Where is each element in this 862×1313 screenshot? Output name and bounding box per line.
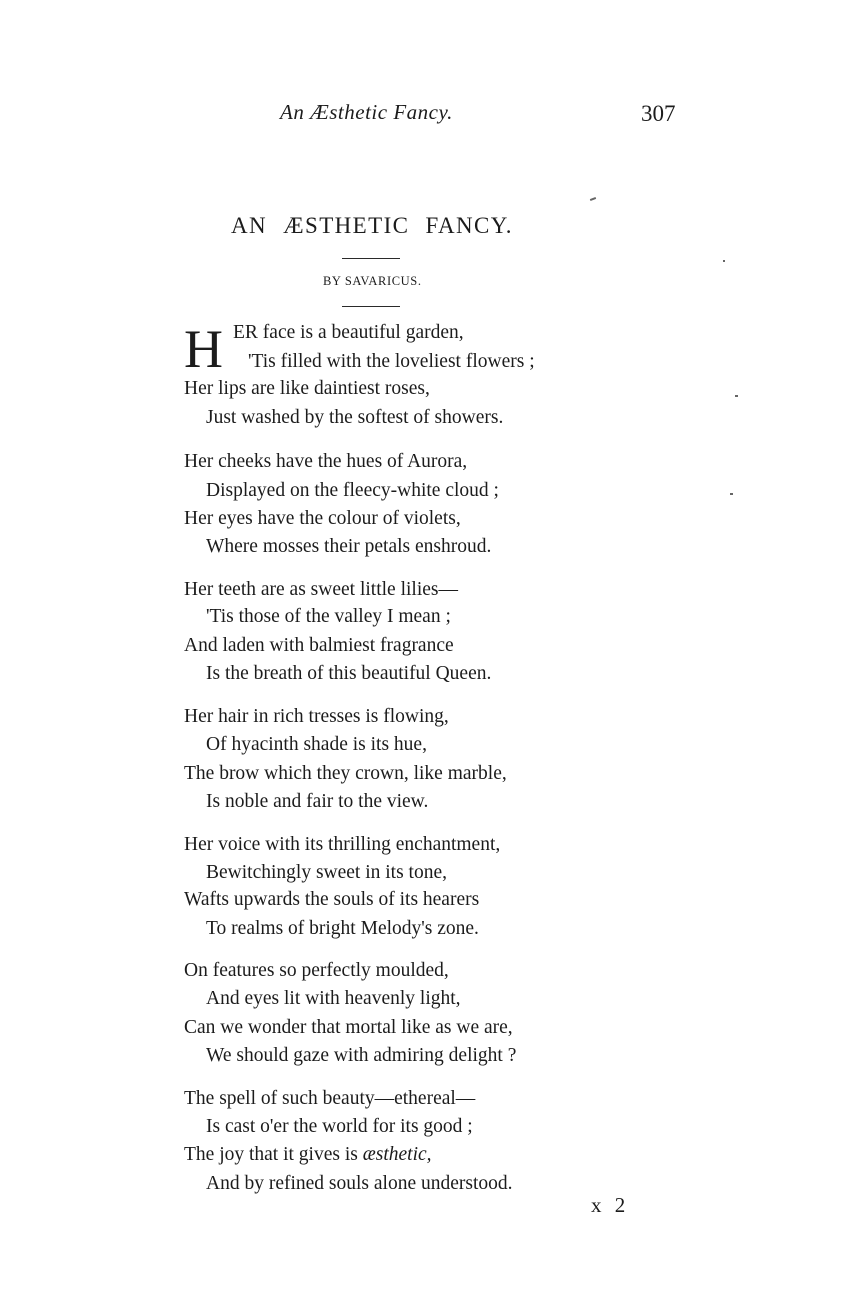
poem-line	[184, 1142, 432, 1168]
page-number: 307	[641, 101, 676, 126]
poem-line: Where mosses their petals enshroud.	[206, 536, 492, 557]
poem-line: Her eyes have the colour of violets,	[184, 508, 461, 529]
poem-line: Is the breath of this beautiful Queen.	[206, 663, 492, 684]
poem-line: Wafts upwards the souls of its hearers	[184, 889, 480, 910]
poem-line: We should gaze with admiring delight ?	[206, 1045, 517, 1066]
poem-line: Her cheeks have the hues of Aurora,	[184, 451, 468, 472]
poem-line: Is cast o'er the world for its good ;	[206, 1116, 473, 1137]
poem-line: Displayed on the fleecy-white cloud ;	[206, 480, 499, 501]
poem-line: On features so perfectly moulded,	[184, 960, 449, 981]
poem-line: To realms of bright Melody's zone.	[206, 918, 479, 939]
poem-line: And eyes lit with heavenly light,	[206, 988, 461, 1009]
print-speck	[735, 395, 738, 397]
poem-line: Her voice with its thrilling enchantment,	[184, 834, 501, 855]
print-speck	[590, 197, 596, 201]
drop-cap: H	[184, 319, 223, 379]
signature-mark: x 2	[591, 1193, 630, 1217]
poem-line: Her hair in rich tresses is flowing,	[184, 706, 449, 727]
poem-title: AN ÆSTHETIC FANCY.	[231, 213, 513, 238]
title-rule	[342, 258, 400, 259]
byline: BY SAVARICUS.	[323, 274, 422, 288]
poem-line: Can we wonder that mortal like as we are,	[184, 1017, 513, 1038]
poem-line: 'Tis filled with the loveliest flowers ;	[248, 351, 535, 372]
poem-line: 'Tis those of the valley I mean ;	[206, 606, 451, 627]
poem-line: And laden with balmiest fragrance	[184, 635, 454, 656]
poem-line: Her teeth are as sweet little lilies—	[184, 579, 458, 600]
poem-line: Bewitchingly sweet in its tone,	[206, 862, 448, 883]
poem-line: Of hyacinth shade is its hue,	[206, 734, 427, 755]
poem-line: And by refined souls alone understood.	[206, 1173, 513, 1194]
poem-line: Just washed by the softest of showers.	[206, 407, 504, 428]
poem-line: The spell of such beauty—ethereal—	[184, 1088, 476, 1109]
poem-line: ER face is a beautiful garden,	[233, 322, 464, 343]
poem-line: Is noble and fair to the view.	[206, 791, 429, 812]
running-head: An Æsthetic Fancy.	[280, 100, 453, 124]
poem-line: The brow which they crown, like marble,	[184, 763, 507, 784]
byline-rule	[342, 306, 400, 307]
print-speck	[723, 260, 725, 262]
print-speck	[730, 493, 733, 495]
poem-line-italic: æsthetic,	[362, 1144, 432, 1165]
poem-line: Her lips are like daintiest roses,	[184, 378, 430, 399]
poem-line-text: The joy that it gives is	[184, 1144, 363, 1165]
